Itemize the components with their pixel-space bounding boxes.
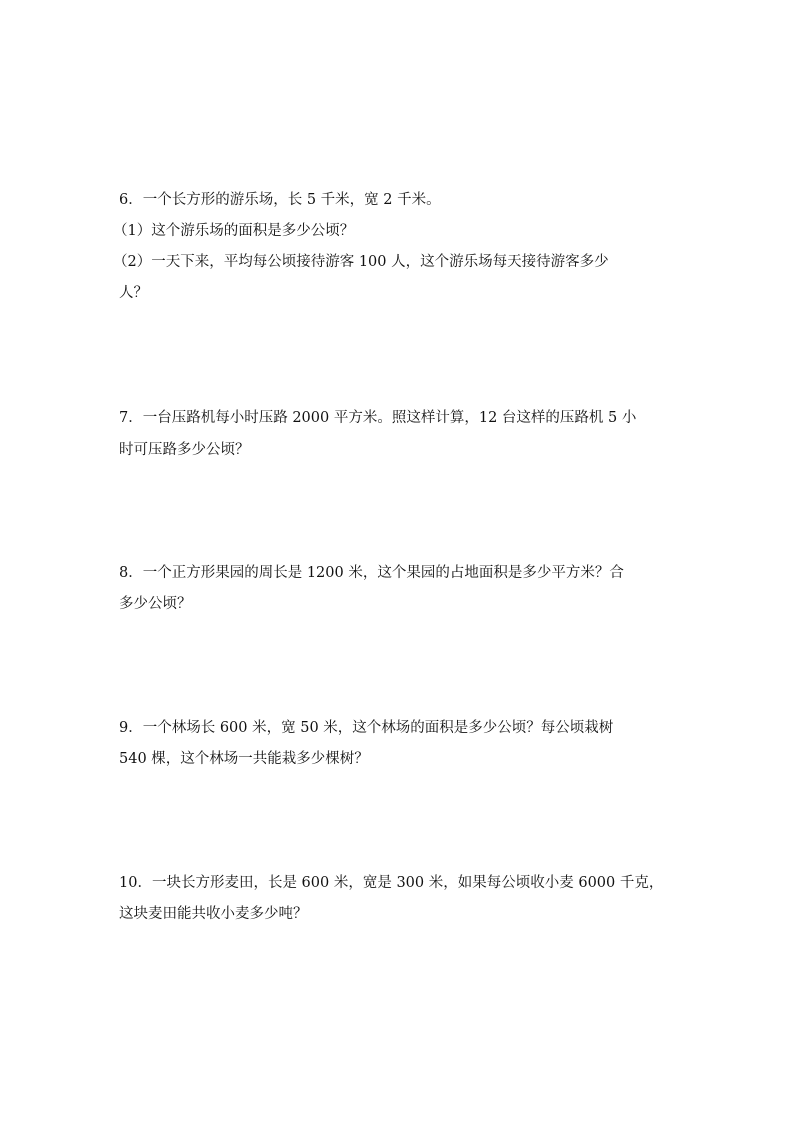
problem-9-line-2: 540 棵，这个林场一共能栽多少棵树？ [119,751,369,767]
problem-9-line-1: 9．一个林场长 600 米，宽 50 米，这个林场的面积是多少公顷？每公顷栽树 [119,720,614,736]
problem-8-line-2: 多少公顷？ [119,596,192,612]
problem-10-line-1: 10．一块长方形麦田，长是 600 米，宽是 300 米，如果每公顷收小麦 6000 千克， [119,875,664,891]
problem-7-line-1: 7．一台压路机每小时压路 2000 平方米。照这样计算，12 台这样的压路机 5 小 [119,410,637,426]
problem-10-line-2: 这块麦田能共收小麦多少吨？ [119,906,308,922]
problem-6-statement: 6．一个长方形的游乐场，长 5 千米，宽 2 千米。 [119,192,441,208]
problem-6-part-1: （1）这个游乐场的面积是多少公顷？ [113,223,355,239]
problem-7-line-2: 时可压路多少公顷？ [119,442,250,458]
problem-6-part-2-continued: 人？ [119,285,148,301]
problem-8-line-1: 8．一个正方形果园的周长是 1200 米，这个果园的占地面积是多少平方米？合 [119,565,624,581]
problem-6-part-2: （2）一天下来，平均每公顷接待游客 100 人，这个游乐场每天接待游客多少 [113,254,609,270]
